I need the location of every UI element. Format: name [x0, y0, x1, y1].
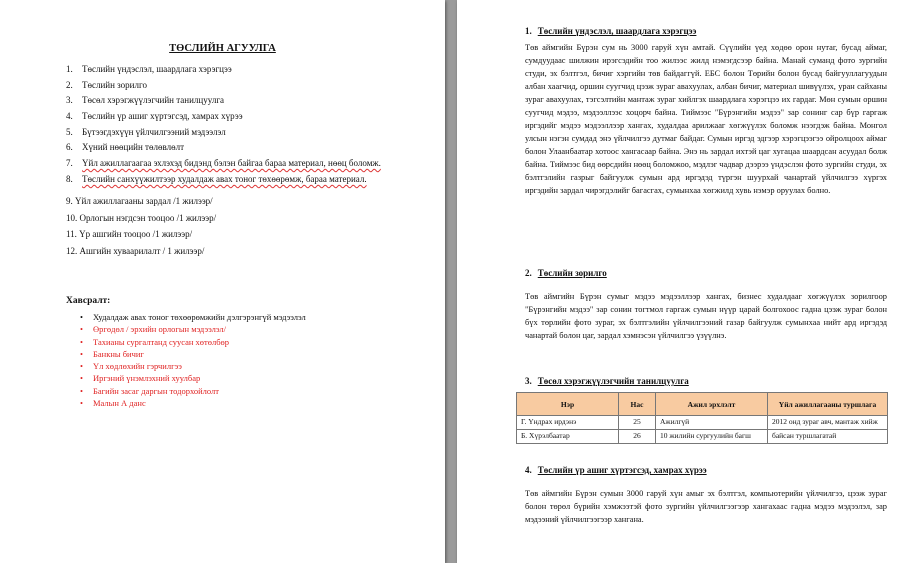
- toc-item: 10. Орлогын нэгдсэн тооцоо /1 жилээр/: [66, 212, 217, 223]
- table-cell: 2012 онд зураг авч, мантаж хийж: [768, 416, 888, 430]
- table-cell: Ажилгүй: [656, 416, 768, 430]
- appendix-item: • Үл хөдлөхийн гэрчилгээ: [80, 361, 306, 373]
- appendix-item: • Тахианы сургалтанд суусан хөтөлбөр: [80, 337, 306, 349]
- appendix-item: • Өргөдөл / эрхийн орлогын мэдээлэл/: [80, 324, 306, 336]
- section-heading-3: 3. Төсөл хэрэгжүүлэгчийн танилцуулга: [525, 376, 689, 386]
- table-cell: 25: [619, 416, 656, 430]
- column-header: Үйл ажиллагааны туршлага: [768, 393, 888, 416]
- toc-title: ТӨСЛИЙН АГУУЛГА: [169, 43, 276, 54]
- table-cell: Б. Хүрэлбаатар: [517, 430, 619, 444]
- table-cell: 10 жилийн сургуулийн багш: [656, 430, 768, 444]
- toc-item: 6. Хүний нөөцийн төлөвлөлт: [66, 142, 185, 153]
- toc-item: 1. Төслийн үндэслэл, шаардлага хэрэгцээ: [66, 64, 232, 74]
- toc-item: 7. Үйл ажиллагаагаа эхлэхэд бидэнд бэлэн байгаа бараа материал, нөөц боломж.: [66, 158, 381, 169]
- table-header-row: [517, 393, 888, 416]
- toc-item: 3. Төсөл хэрэгжүүлэгчийн танилцуулга: [66, 95, 225, 106]
- left-page: [0, 0, 445, 563]
- section-heading-4: 4. Төслийн үр ашиг хүртэгсэд, хамрах хүрээ: [525, 465, 707, 475]
- section-body-2: Төв аймгийн Бүрэн сумыг мэдээ мэдээллээр хангах, бизнес худалдааг хөгжүүлэх зорилгоор "Бүрэнгийн мэдээ" зар сонин тогтмол гаргаж сумын нүүр царай болгохоос гадна цээж зураг болон бүх төрлийн фото зураг, эх бэлтгэлийн үйлчилгээний газар байгуулж сумынхаа нийт ард иргэдэд чанартай болон цаг, зардал хэмнэсэн үйлчилгээ үзүүлнэ.: [525, 292, 887, 340]
- table-cell: байсан туршлагатай: [768, 430, 888, 444]
- appendix-item: • Малын А данс: [80, 398, 306, 410]
- appendix-item: • Иргэний үнэмлэхний хуулбар: [80, 373, 306, 385]
- appendix-item: • Багийн засаг даргын тодорхойлолт: [80, 386, 306, 398]
- toc-item: 12. Ашгийн хуваарилалт / 1 жилээр/: [66, 245, 205, 256]
- section-heading-2: 2. Төслийн зорилго: [525, 268, 607, 278]
- appendix-item: • Банкны бичиг: [80, 349, 306, 361]
- toc-list: [66, 63, 426, 189]
- appendix-title: Хавсралт:: [66, 296, 111, 306]
- section-body-1: Төв аймгийн Бүрэн сум нь 3000 гаруй хүн амтай. Сүүлийн үед хөдөө орон нутаг, бусад аймаг, сумдуудаас шилжин ирэгсэдийн тоо жилээс жилд нэмэгдсээр байна. Манай суманд фото зургийн студи, эх бэлтгэл, бичиг хэргийн төв байдаггүй. ЕБС болон Төрийн болон бусад байгууллагуудын албан хаагчид, оршин суугчид цээж зураг авахуулах, албан бичиг, материал шивүүлэх, уран сайханы зураг авахуулах, тэгсэлтийн мантаж зураг хийлгэх шаардлага хэрэгцээ их гардаг. Мөн сумын оршин суугчид мэдээ, мэдээллээс хоцорч байна. Тиймээс "Бүрэнгийн мэдээ" зар сонинг сар бүр гаргаж иргэдийг мэдээ мэдээллээр хангах, худалдаа арилжааг хөгжүүлэх боломж нээгдэж байна. Монгол улсын нэгэн сумдад энэ үйлчилгээ дутмаг байдаг. Сумын иргэд эдгээр хэрэгцээгээ ойролцоох аймаг болон Улаанбаатар хотоос хангасаар байна. Энэ нь зардал ихтэй цаг хугацаа шаардсан асуудал болж байна. Тиймээс бид өөрсдийн нөөц боломжоо, мэдлэг чадвар дээрээ үндэслэн фото зургийн студи, эх бэлтгэлийн газрыг байгуулж сумын ард иргэдэд түргэн шуурхай чанартай үйлчилгээ хүргэх иргэдийн зардал чирэгдэлийг багасгах, сумынхаа хөгжилд хувь нэмэр оруулах болно.: [525, 43, 887, 195]
- appendix-list: [80, 312, 306, 410]
- toc-item: 2. Төслийн зорилго: [66, 79, 147, 90]
- table-row: [517, 430, 888, 444]
- column-header: Нэр: [517, 393, 619, 416]
- column-header: Нас: [619, 393, 656, 416]
- toc-item: 4. Төслийн үр ашиг хүртэгсэд, хамрах хүрээ: [66, 111, 243, 122]
- implementer-table: [516, 392, 888, 444]
- column-header: Ажил эрхлэлт: [656, 393, 768, 416]
- toc-list-financial: [66, 195, 426, 261]
- toc-item: 11. Үр ашгийн тооцоо /1 жилээр/: [66, 229, 193, 239]
- appendix-item: • Худалдаж авах тоног төхөөрөмжийн дэлгэрэнгүй мэдээлэл: [80, 312, 306, 324]
- section-heading-1: 1. Төслийн үндэслэл, шаардлага хэрэгцээ: [525, 26, 697, 36]
- section-body-4: Төв аймгийн Бүрэн сумын 3000 гаруй хүн амыг эх бэлтгэл, компьютерийн үйлчилгээ, цээж зураг болон төрөл бүрийн хэмжээтэй фото зургийн үйлчилгээгээр хангахаас гадна мэдээ мэдээлэл, зар мэдээний үйлчилгээгээр хангана.: [525, 489, 887, 524]
- toc-item: 8. Төслийн санхүүжилтээр худалдаж авах тоног төхөөрөмж, бараа материал.: [66, 173, 367, 184]
- table-cell: Г. Үндрах ирдэнэ: [517, 416, 619, 430]
- toc-item: 9. Үйл ажиллагааны зардал /1 жилээр/: [66, 196, 213, 206]
- toc-item: 5. Бүтээгдэхүүн үйлчилгээний мэдээлэл: [66, 126, 226, 137]
- table-row: [517, 416, 888, 430]
- table-cell: 26: [619, 430, 656, 444]
